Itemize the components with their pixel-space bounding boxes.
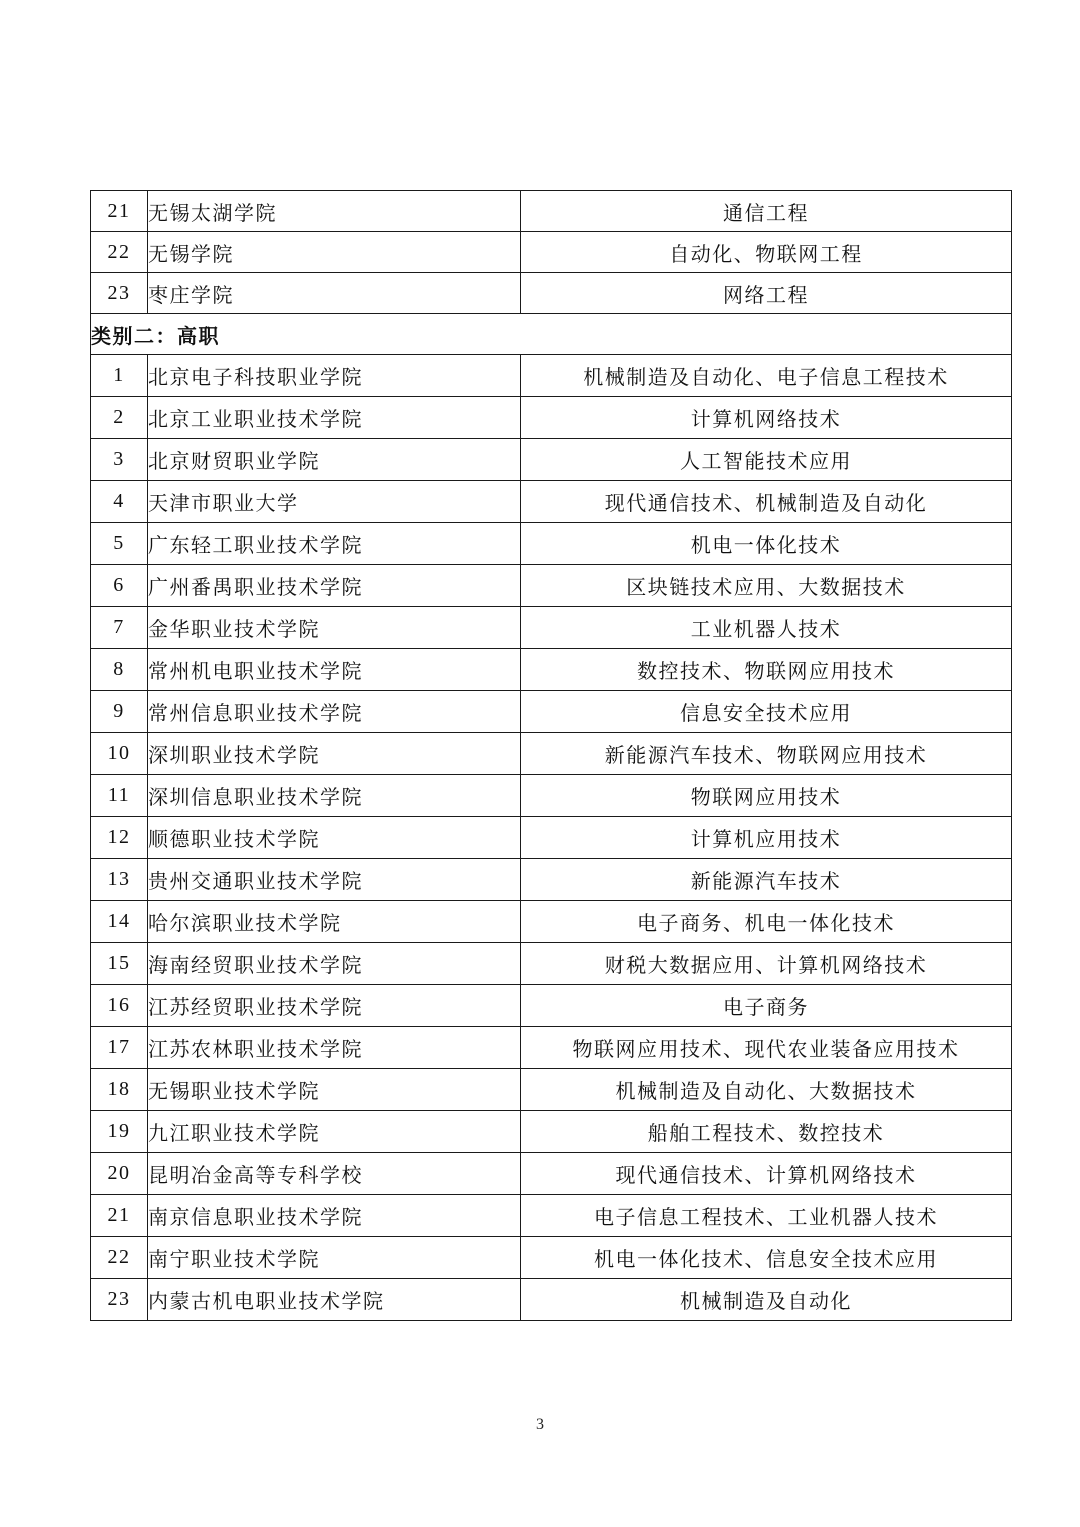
row-number: 15	[91, 943, 148, 985]
major-names: 区块链技术应用、大数据技术	[521, 565, 1012, 607]
row-number: 14	[91, 901, 148, 943]
row-number: 21	[91, 191, 148, 232]
school-name: 无锡职业技术学院	[148, 1069, 521, 1111]
row-number: 19	[91, 1111, 148, 1153]
school-name: 江苏农林职业技术学院	[148, 1027, 521, 1069]
major-names: 信息安全技术应用	[521, 691, 1012, 733]
school-name: 常州机电职业技术学院	[148, 649, 521, 691]
major-names: 工业机器人技术	[521, 607, 1012, 649]
row-number: 16	[91, 985, 148, 1027]
row-number: 3	[91, 439, 148, 481]
table-row	[91, 817, 1012, 859]
row-number: 18	[91, 1069, 148, 1111]
school-name: 江苏经贸职业技术学院	[148, 985, 521, 1027]
row-number: 20	[91, 1153, 148, 1195]
major-names: 计算机应用技术	[521, 817, 1012, 859]
row-number: 4	[91, 481, 148, 523]
school-name: 昆明冶金高等专科学校	[148, 1153, 521, 1195]
table-row	[91, 565, 1012, 607]
major-names: 通信工程	[521, 191, 1012, 232]
major-names: 网络工程	[521, 273, 1012, 314]
major-names: 电子商务	[521, 985, 1012, 1027]
major-names: 船舶工程技术、数控技术	[521, 1111, 1012, 1153]
table-row	[91, 691, 1012, 733]
table-row	[91, 523, 1012, 565]
row-number: 23	[91, 273, 148, 314]
school-name: 海南经贸职业技术学院	[148, 943, 521, 985]
table-row	[91, 1027, 1012, 1069]
row-number: 1	[91, 355, 148, 397]
major-names: 自动化、物联网工程	[521, 232, 1012, 273]
school-name: 广州番禺职业技术学院	[148, 565, 521, 607]
major-names: 机械制造及自动化	[521, 1279, 1012, 1321]
school-name: 顺德职业技术学院	[148, 817, 521, 859]
table-row	[91, 1279, 1012, 1321]
row-number: 23	[91, 1279, 148, 1321]
major-names: 财税大数据应用、计算机网络技术	[521, 943, 1012, 985]
major-names: 新能源汽车技术、物联网应用技术	[521, 733, 1012, 775]
major-names: 机械制造及自动化、电子信息工程技术	[521, 355, 1012, 397]
page-number: 3	[536, 1416, 544, 1433]
school-name: 北京电子科技职业学院	[148, 355, 521, 397]
table-row	[91, 273, 1012, 314]
major-names: 机电一体化技术	[521, 523, 1012, 565]
category-two-label: 类别二：高职	[91, 314, 1012, 355]
row-number: 6	[91, 565, 148, 607]
row-number: 11	[91, 775, 148, 817]
row-number: 5	[91, 523, 148, 565]
row-number: 17	[91, 1027, 148, 1069]
school-name: 深圳信息职业技术学院	[148, 775, 521, 817]
row-number: 21	[91, 1195, 148, 1237]
table-row	[91, 191, 1012, 232]
school-name: 内蒙古机电职业技术学院	[148, 1279, 521, 1321]
major-names: 数控技术、物联网应用技术	[521, 649, 1012, 691]
school-name: 天津市职业大学	[148, 481, 521, 523]
table-row	[91, 439, 1012, 481]
category-heading-row	[91, 314, 1012, 355]
table-row	[91, 901, 1012, 943]
school-name: 无锡学院	[148, 232, 521, 273]
table-row	[91, 481, 1012, 523]
school-name: 哈尔滨职业技术学院	[148, 901, 521, 943]
major-names: 机电一体化技术、信息安全技术应用	[521, 1237, 1012, 1279]
row-number: 8	[91, 649, 148, 691]
major-names: 人工智能技术应用	[521, 439, 1012, 481]
school-name: 贵州交通职业技术学院	[148, 859, 521, 901]
school-name: 常州信息职业技术学院	[148, 691, 521, 733]
table-row	[91, 943, 1012, 985]
school-name: 枣庄学院	[148, 273, 521, 314]
school-name: 南宁职业技术学院	[148, 1237, 521, 1279]
school-major-table	[90, 190, 1012, 1321]
major-names: 现代通信技术、计算机网络技术	[521, 1153, 1012, 1195]
major-names: 电子信息工程技术、工业机器人技术	[521, 1195, 1012, 1237]
row-number: 2	[91, 397, 148, 439]
table-row	[91, 1153, 1012, 1195]
school-name: 广东轻工职业技术学院	[148, 523, 521, 565]
table-row	[91, 397, 1012, 439]
major-names: 物联网应用技术、现代农业装备应用技术	[521, 1027, 1012, 1069]
table-row	[91, 1237, 1012, 1279]
row-number: 12	[91, 817, 148, 859]
table-row	[91, 859, 1012, 901]
row-number: 10	[91, 733, 148, 775]
table-row	[91, 1069, 1012, 1111]
major-names: 计算机网络技术	[521, 397, 1012, 439]
table-row	[91, 775, 1012, 817]
table-row	[91, 232, 1012, 273]
major-names: 现代通信技术、机械制造及自动化	[521, 481, 1012, 523]
table-row	[91, 607, 1012, 649]
row-number: 7	[91, 607, 148, 649]
row-number: 22	[91, 1237, 148, 1279]
school-name: 金华职业技术学院	[148, 607, 521, 649]
school-name: 九江职业技术学院	[148, 1111, 521, 1153]
school-name: 深圳职业技术学院	[148, 733, 521, 775]
major-names: 新能源汽车技术	[521, 859, 1012, 901]
table-row	[91, 1111, 1012, 1153]
row-number: 22	[91, 232, 148, 273]
school-name: 无锡太湖学院	[148, 191, 521, 232]
major-names: 电子商务、机电一体化技术	[521, 901, 1012, 943]
school-name: 北京财贸职业学院	[148, 439, 521, 481]
table-row	[91, 985, 1012, 1027]
table-row	[91, 733, 1012, 775]
major-names: 机械制造及自动化、大数据技术	[521, 1069, 1012, 1111]
table-row	[91, 355, 1012, 397]
school-name: 北京工业职业技术学院	[148, 397, 521, 439]
table-row	[91, 1195, 1012, 1237]
major-names: 物联网应用技术	[521, 775, 1012, 817]
row-number: 13	[91, 859, 148, 901]
school-name: 南京信息职业技术学院	[148, 1195, 521, 1237]
row-number: 9	[91, 691, 148, 733]
table-row	[91, 649, 1012, 691]
